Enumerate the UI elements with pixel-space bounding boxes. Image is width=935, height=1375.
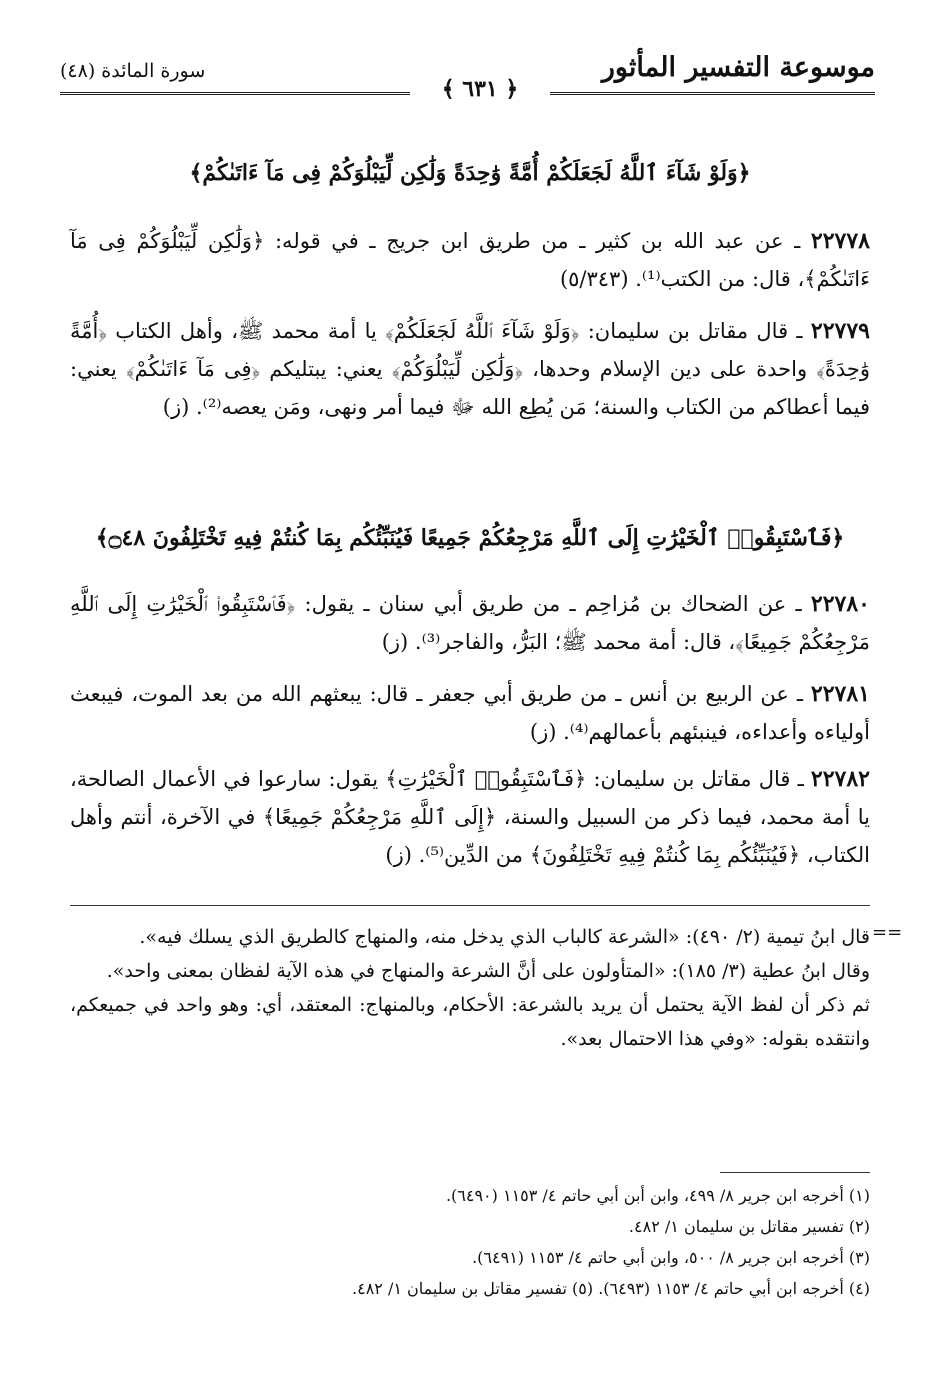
commentary-notes — [70, 920, 870, 1056]
surah-title: سورة المائدة (٤٨) — [60, 60, 206, 82]
footnote: (٢) تفسير مقاتل بن سليمان ١/ ٤٨٢. — [628, 1217, 870, 1236]
footnote: (٤) أخرجه ابن أبي حاتم ٤/ ١١٥٣ (٦٤٩٣). (٥) تفسير مقاتل بن سليمان ١/ ٤٨٢. — [352, 1279, 870, 1298]
entry-number: ٢٢٧٧٩ — [810, 318, 870, 344]
entry-text: ـ عن الضحاك بن مُزاحِم ـ من طريق أبي سنان ـ يقول: ﴿فَٱسْتَبِقُوا۟ ٱلْخَيْرَٰتِ إِلَى ٱللَّهِ مَرْجِعُكُمْ جَمِيعًا﴾، قال: أمة محمد ﷺ؛ البَرُّ، والفاجر⁽³⁾. (ز) — [70, 592, 870, 654]
entry — [70, 760, 870, 874]
note-paragraph: وقال ابنُ عطية (٣/ ١٨٥): «المتأولون على أنَّ الشرعة والمنهاج في هذه الآية لفظان بمعنى واحد». — [106, 960, 870, 982]
continuation-marker: == — [872, 922, 903, 943]
quran-verse: ﴿وَلَوْ شَآءَ ٱللَّهُ لَجَعَلَكُمْ أُمَّةً وَٰحِدَةً وَلَٰكِن لِّيَبْلُوَكُمْ فِى مَآ ءَاتَىٰكُمْ﴾ — [189, 160, 751, 186]
footnote: (٣) أخرجه ابن جرير ٨/ ٥٠٠، وابن أبي حاتم ٤/ ١١٥٣ (٦٤٩١). — [472, 1248, 870, 1267]
note-paragraph: قال ابنُ تيمية (٢/ ٤٩٠): «الشرعة كالباب الذي يدخل منه، والمنهاج كالطريق الذي يسلك فيه». — [139, 926, 870, 948]
header-rule-left — [60, 92, 410, 95]
entry — [70, 222, 870, 298]
entry-number: ٢٢٧٨٢ — [810, 766, 870, 792]
entry-number: ٢٢٧٨١ — [810, 681, 870, 707]
page-header — [60, 52, 875, 102]
notes-separator — [70, 905, 870, 906]
entry — [70, 675, 870, 751]
entry-text: ـ قال مقاتل بن سليمان: ﴿فَٱسْتَبِقُوا۟ ٱلْخَيْرَٰتِ﴾ يقول: سارعوا في الأعمال الصالحة، يا أمة محمد، فيما ذكر من السبيل والسنة، ﴿إِلَى ٱللَّهِ مَرْجِعُكُمْ جَمِيعًا﴾ في الآخرة، أنتم وأهل الكتاب، ﴿فَيُنَبِّئُكُم بِمَا كُنتُمْ فِيهِ تَخْتَلِفُونَ﴾ من الدِّين⁽⁵⁾. (ز) — [70, 767, 870, 867]
entry-text: ـ عن الربيع بن أنس ـ من طريق أبي جعفر ـ قال: يبعثهم الله من بعد الموت، فيبعث أولياءه وأعداءه، فينبئهم بأعمالهم⁽⁴⁾. (ز) — [70, 682, 870, 744]
note-paragraph: ثم ذكر أن لفظ الآية يحتمل أن يريد بالشرعة: الأحكام، وبالمنهاج: المعتقد، أي: وهو واحد في جميعكم، وانتقده بقوله: «وفي هذا الاحتمال بعد». — [70, 994, 870, 1050]
footnote: (١) أخرجه ابن جرير ٨/ ٤٩٩، وابن أبن أبي حاتم ٤/ ١١٥٣ (٦٤٩٠). — [445, 1186, 870, 1205]
page-number: ﴿ ٦٣١ ﴾ — [441, 76, 519, 102]
header-rule-right — [550, 92, 875, 95]
entry — [70, 312, 870, 426]
entry-text: ـ عن عبد الله بن كثير ـ من طريق ابن جريج ـ في قوله: ﴿وَلَٰكِن لِّيَبْلُوَكُمْ فِى مَآ ءَاتَىٰكُمْ﴾، قال: من الكتب⁽¹⁾. (٥/٣٤٣) — [70, 229, 870, 291]
entry — [70, 585, 870, 661]
book-title: موسوعة التفسير المأثور — [601, 52, 875, 83]
quran-verse: ﴿فَٱسْتَبِقُوا۟ ٱلْخَيْرَٰتِ إِلَى ٱللَّهِ مَرْجِعُكُمْ جَمِيعًا فَيُنَبِّئُكُم بِمَا كُنتُمْ فِيهِ تَخْتَلِفُونَ ۝٤٨﴾ — [95, 525, 845, 551]
entry-number: ٢٢٧٧٨ — [810, 228, 870, 254]
entry-text: ـ قال مقاتل بن سليمان: ﴿وَلَوْ شَآءَ ٱللَّهُ لَجَعَلَكُمْ﴾ يا أمة محمد ﷺ، وأهل الكتاب ﴿أُمَّةً وَٰحِدَةً﴾ واحدة على دين الإسلام وحدها، ﴿وَلَٰكِن لِّيَبْلُوَكُمْ﴾ يعني: يبتليكم ﴿فِى مَآ ءَاتَىٰكُمْ﴾ يعني: فيما أعطاكم من الكتاب والسنة؛ مَن يُطِع الله ﷻ فيما أمر ونهى، ومَن يعصه⁽²⁾. (ز) — [70, 319, 870, 419]
entry-number: ٢٢٧٨٠ — [810, 591, 870, 617]
footnotes-separator — [720, 1172, 870, 1173]
